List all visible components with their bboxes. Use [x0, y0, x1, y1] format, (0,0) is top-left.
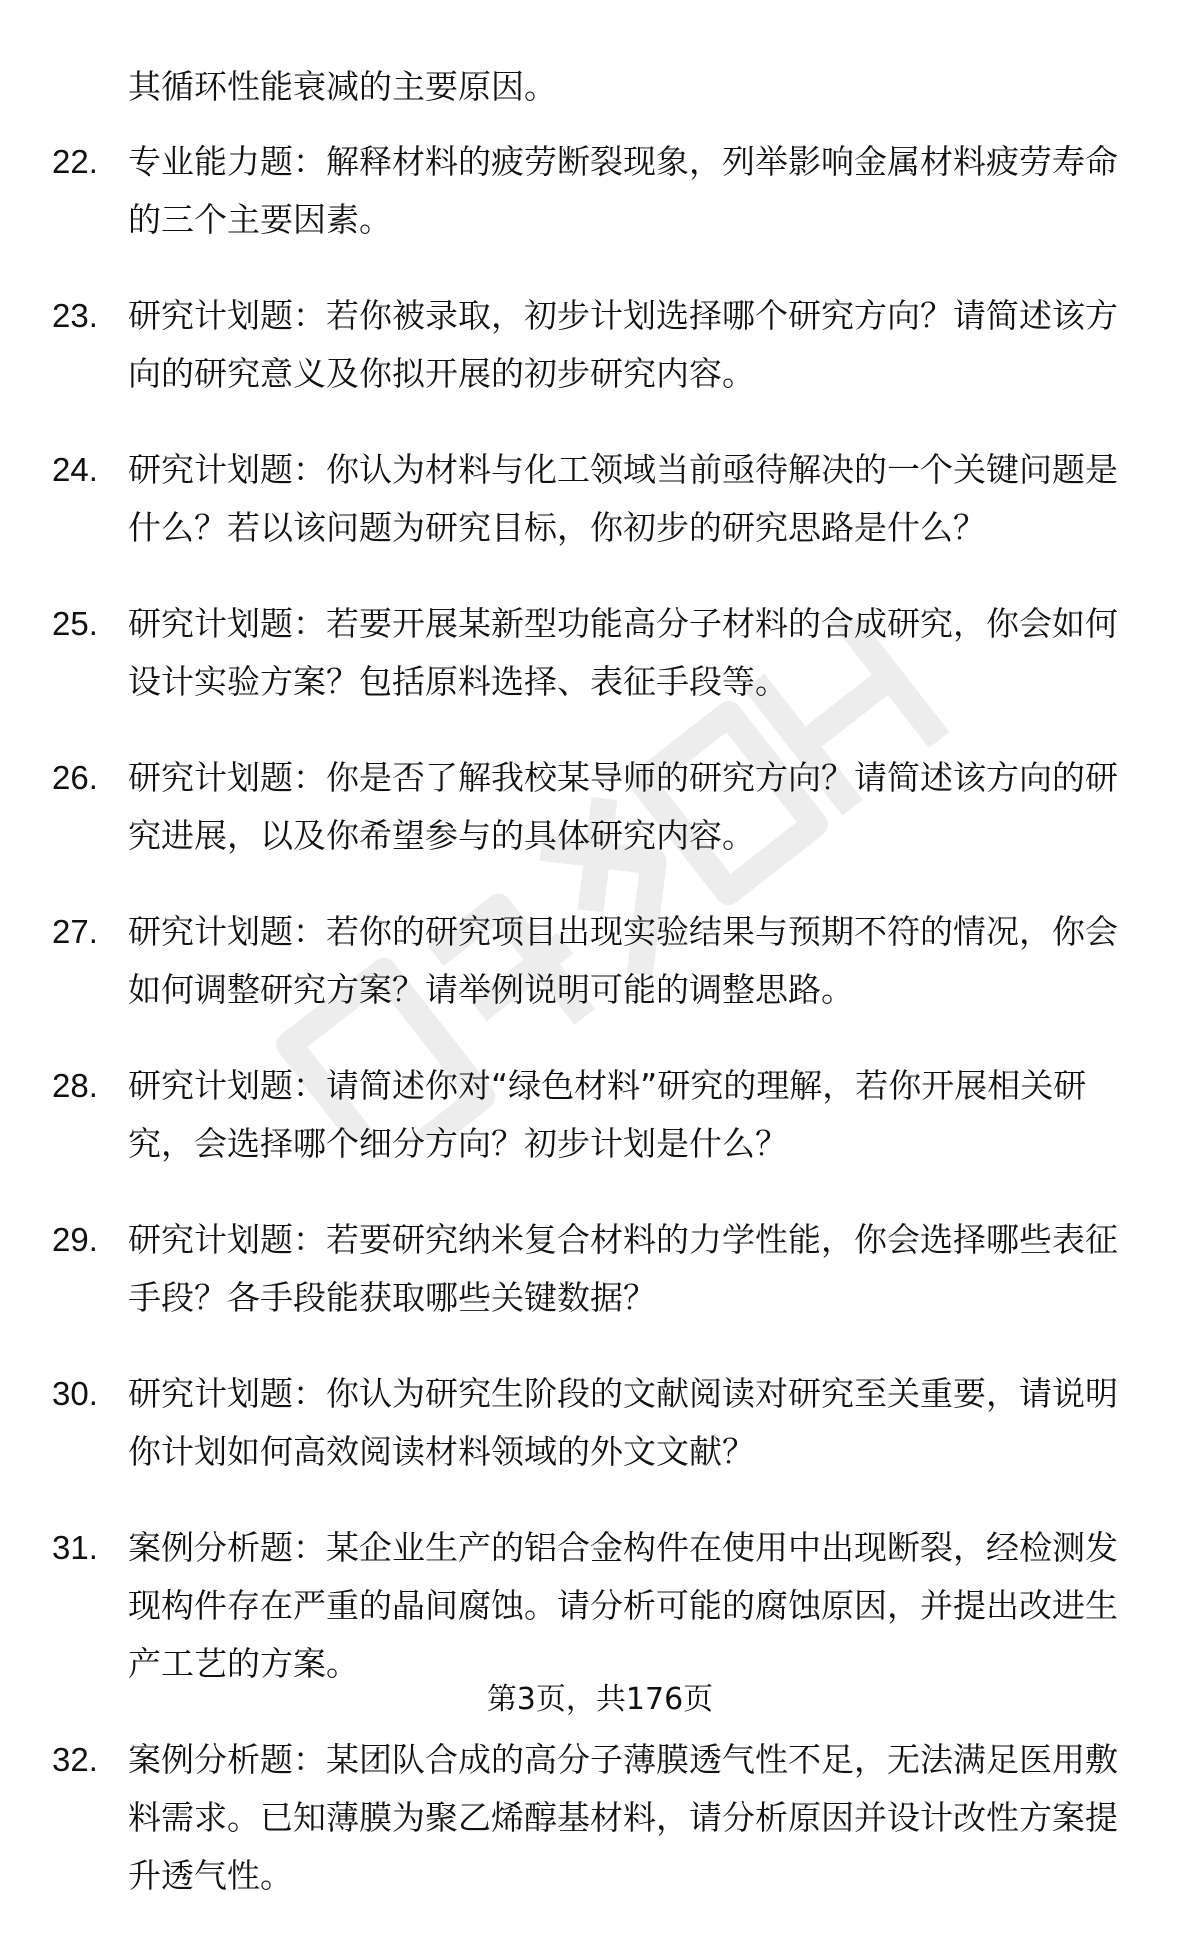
- question-text: 专业能力题：解释材料的疲劳断裂现象，列举影响金属材料疲劳寿命的三个主要因素。: [128, 142, 1118, 239]
- question-number: 32.: [52, 1741, 98, 1778]
- question-text: 研究计划题：若要开展某新型功能高分子材料的合成研究，你会如何设计实验方案？包括原料选择、表征手段等。: [128, 604, 1118, 701]
- question-text: 研究计划题：你认为研究生阶段的文献阅读对研究至关重要，请说明你计划如何高效阅读材料领域的外文文献？: [128, 1374, 1118, 1471]
- question-text: 研究计划题：你认为材料与化工领域当前亟待解决的一个关键问题是什么？若以该问题为研究目标，你初步的研究思路是什么？: [128, 450, 1118, 547]
- question-number: 25.: [52, 605, 98, 642]
- question-text: 研究计划题：请简述你对“绿色材料”研究的理解，若你开展相关研究，会选择哪个细分方向？初步计划是什么？: [128, 1066, 1087, 1163]
- list-item: [0, 595, 1200, 711]
- list-item: [0, 1365, 1200, 1481]
- question-text: 研究计划题：若你的研究项目出现实验结果与预期不符的情况，你会如何调整研究方案？请举例说明可能的调整思路。: [128, 912, 1118, 1009]
- question-text: 研究计划题：你是否了解我校某导师的研究方向？请简述该方向的研究进展，以及你希望参与的具体研究内容。: [128, 758, 1118, 855]
- question-number: 29.: [52, 1221, 98, 1258]
- question-number: 26.: [52, 759, 98, 796]
- page-footer: 第3页，共176页: [486, 1682, 714, 1717]
- question-text: 研究计划题：若要研究纳米复合材料的力学性能，你会选择哪些表征手段？各手段能获取哪些关键数据？: [128, 1220, 1118, 1317]
- list-item: [0, 441, 1200, 557]
- continuation-text: 其循环性能衰减的主要原因。: [128, 67, 557, 106]
- question-number: 27.: [52, 913, 98, 950]
- list-item: [0, 1731, 1200, 1905]
- list-item: [0, 287, 1200, 403]
- list-item: [0, 1057, 1200, 1173]
- question-list: [0, 133, 1200, 1943]
- list-item: [0, 903, 1200, 1019]
- list-item: [0, 1519, 1200, 1693]
- question-number: 30.: [52, 1375, 98, 1412]
- question-text: 案例分析题：某企业生产的铝合金构件在使用中出现断裂，经检测发现构件存在严重的晶间腐蚀。请分析可能的腐蚀原因，并提出改进生产工艺的方案。: [128, 1528, 1118, 1683]
- question-text: 研究计划题：若你被录取，初步计划选择哪个研究方向？请简述该方向的研究意义及你拟开展的初步研究内容。: [128, 296, 1118, 393]
- list-item: [0, 749, 1200, 865]
- question-number: 24.: [52, 451, 98, 488]
- question-number: 22.: [52, 143, 98, 180]
- question-text: 案例分析题：某团队合成的高分子薄膜透气性不足，无法满足医用敷料需求。已知薄膜为聚乙烯醇基材料，请分析原因并设计改性方案提升透气性。: [128, 1740, 1118, 1895]
- question-number: 31.: [52, 1529, 98, 1566]
- list-item: [0, 133, 1200, 249]
- list-item: [0, 1211, 1200, 1327]
- question-number: 23.: [52, 297, 98, 334]
- question-number: 28.: [52, 1067, 98, 1104]
